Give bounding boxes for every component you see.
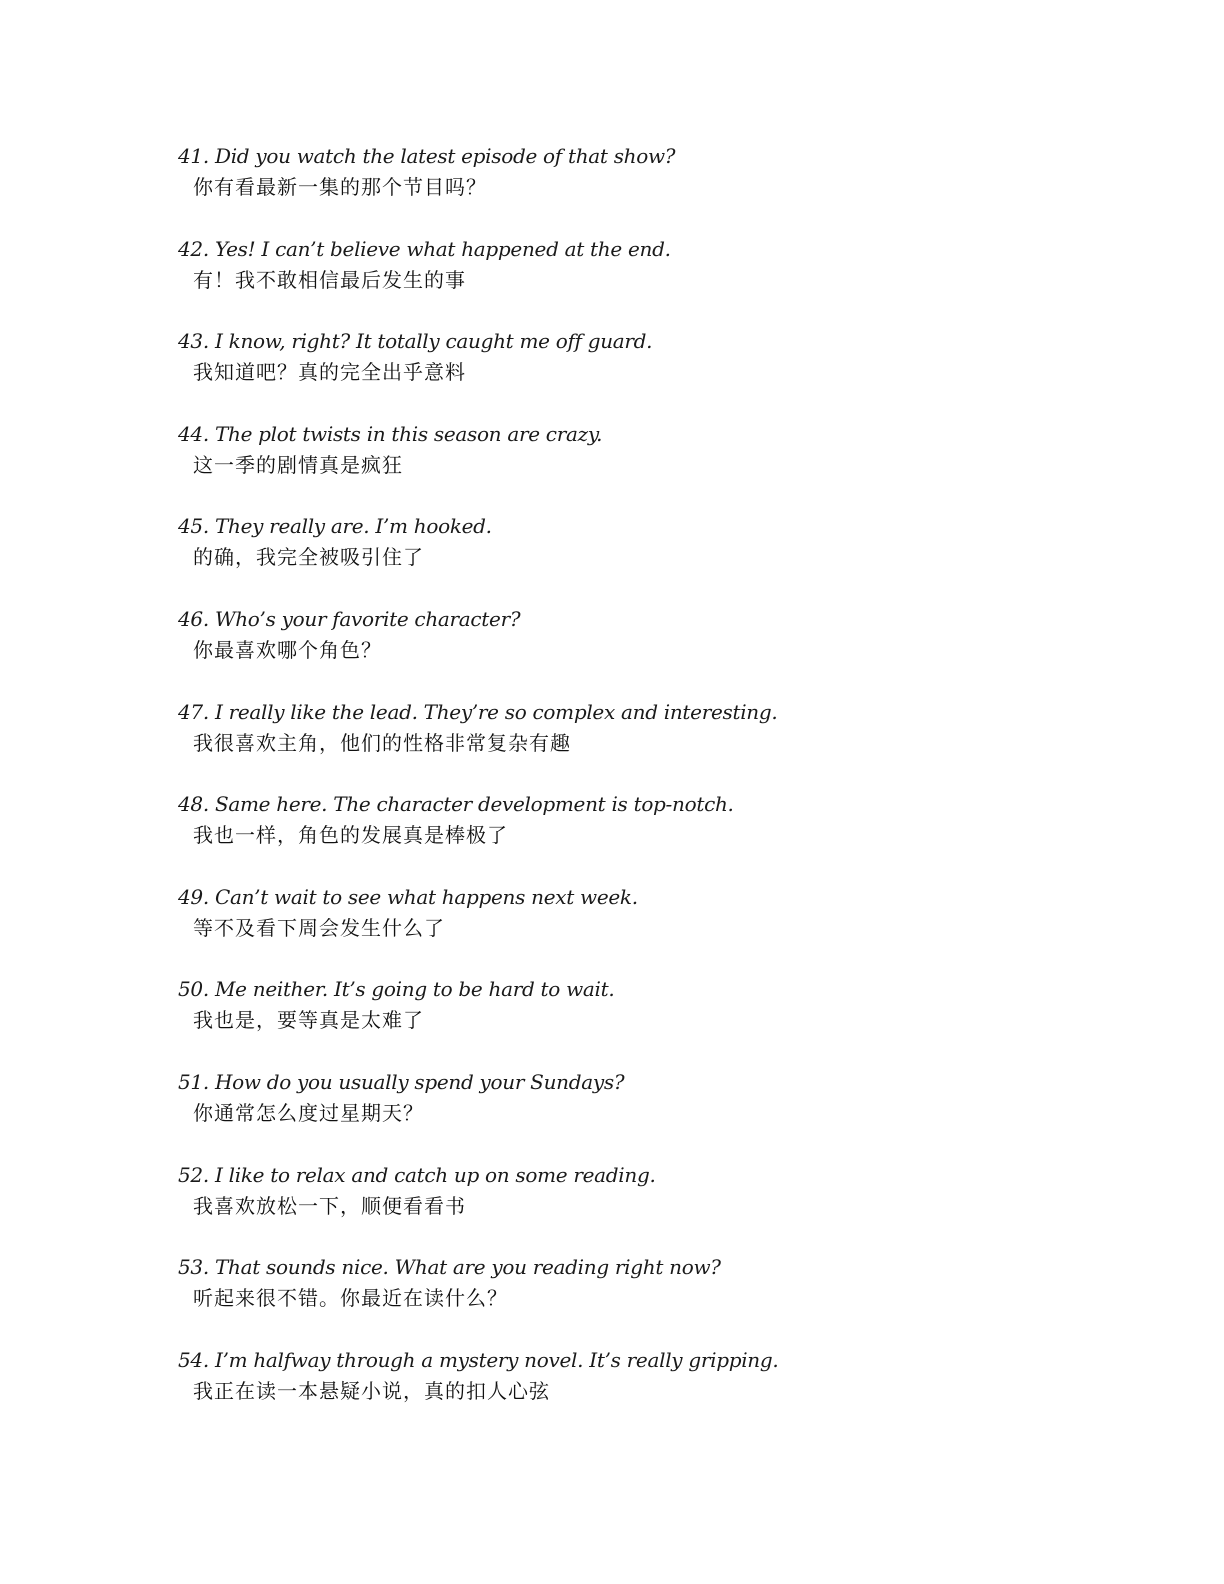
- chinese-line: 我正在读一本悬疑小说，真的扣人心弦: [193, 1378, 550, 1403]
- chinese-line: 听起来很不错。你最近在读什么？: [193, 1286, 508, 1311]
- english-line: 46. Who’s your favorite character?: [178, 606, 521, 631]
- dialogue-list: [178, 140, 1098, 1436]
- english-line: 48. Same here. The character development is top-notch.: [178, 792, 734, 817]
- chinese-line: 你有看最新一集的那个节目吗？: [193, 175, 487, 199]
- english-line: 47. I really like the lead. They’re so complex and interesting.: [178, 699, 778, 724]
- dialogue-entry: [178, 325, 1098, 418]
- english-line: 43. I know, right? It totally caught me off guard.: [178, 329, 653, 354]
- dialogue-entry: [178, 510, 1098, 603]
- chinese-line: 这一季的剧情真是疯狂: [193, 452, 403, 477]
- dialogue-entry: [178, 603, 1098, 696]
- chinese-line: 等不及看下周会发生什么了: [193, 915, 445, 940]
- english-line: 52. I like to relax and catch up on some reading.: [178, 1162, 656, 1187]
- english-line: 49. Can’t wait to see what happens next week.: [178, 884, 638, 909]
- english-line: 45. They really are. I’m hooked.: [178, 514, 492, 539]
- dialogue-entry: [178, 881, 1098, 974]
- dialogue-entry: [178, 418, 1098, 511]
- chinese-line: 我喜欢放松一下，顺便看看书: [193, 1193, 466, 1218]
- english-line: 51. How do you usually spend your Sundays?: [178, 1069, 625, 1094]
- chinese-line: 你通常怎么度过星期天？: [193, 1100, 424, 1125]
- dialogue-entry: [178, 1344, 1098, 1437]
- dialogue-entry: [178, 140, 1098, 233]
- english-line: 44. The plot twists in this season are crazy.: [178, 421, 603, 446]
- chinese-line: 你最喜欢哪个角色？: [193, 637, 382, 662]
- chinese-line: 我也是，要等真是太难了: [193, 1008, 424, 1033]
- english-line: 42. Yes! I can’t believe what happened at the end.: [178, 236, 671, 261]
- dialogue-entry: [178, 788, 1098, 881]
- chinese-line: 的确，我完全被吸引住了: [193, 545, 424, 570]
- dialogue-entry: [178, 973, 1098, 1066]
- english-line: 53. That sounds nice. What are you reading right now?: [178, 1255, 721, 1280]
- english-line: 54. I’m halfway through a mystery novel. It’s really gripping.: [178, 1347, 779, 1372]
- chinese-line: 有！我不敢相信最后发生的事: [193, 267, 466, 292]
- chinese-line: 我也一样，角色的发展真是棒极了: [193, 823, 508, 848]
- dialogue-entry: [178, 1159, 1098, 1252]
- dialogue-entry: [178, 1066, 1098, 1159]
- dialogue-entry: [178, 696, 1098, 789]
- chinese-line: 我知道吧？真的完全出乎意料: [193, 360, 466, 385]
- chinese-line: 我很喜欢主角，他们的性格非常复杂有趣: [193, 730, 571, 755]
- dialogue-entry: [178, 1251, 1098, 1344]
- english-line: 50. Me neither. It’s going to be hard to wait.: [178, 977, 615, 1002]
- english-line: 41. Did you watch the latest episode of that show?: [178, 144, 676, 168]
- dialogue-entry: [178, 233, 1098, 326]
